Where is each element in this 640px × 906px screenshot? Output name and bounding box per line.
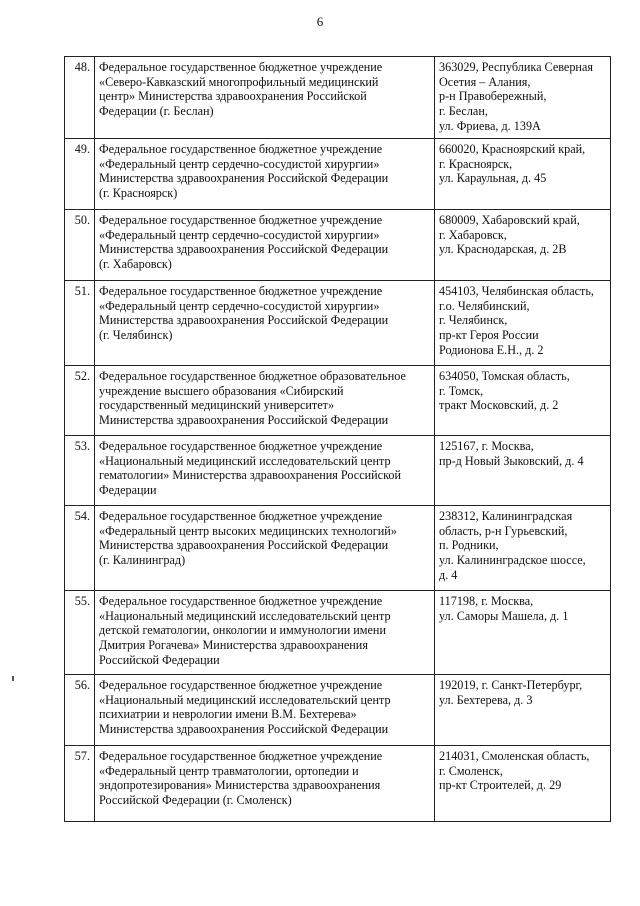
table-row	[65, 746, 611, 822]
institution-name: Федеральное государственное бюджетное учреждение «Федеральный центр сердечно-сосудистой хирургии» Министерства здравоохранения Российской Федерации (г. Хабаровск)	[95, 210, 435, 281]
page-number: 6	[316, 14, 324, 29]
row-number: 53.	[65, 436, 95, 506]
scan-mark	[12, 676, 14, 681]
table-row	[65, 57, 611, 139]
institution-address: 634050, Томская область, г. Томск, тракт Московский, д. 2	[435, 366, 611, 436]
table-row	[65, 506, 611, 591]
row-number: 52.	[65, 366, 95, 436]
institution-name: Федеральное государственное бюджетное учреждение «Национальный медицинский исследовательский центр психиатрии и неврологии имени В.М. Бехтерева» Министерства здравоохранения Российской Федерации	[95, 675, 435, 746]
row-number: 56.	[65, 675, 95, 746]
table-row	[65, 210, 611, 281]
institution-name: Федеральное государственное бюджетное учреждение «Северо-Кавказский многопрофильный медицинский центр» Министерства здравоохранения Российской Федерации (г. Беслан)	[95, 57, 435, 139]
institution-address: 125167, г. Москва, пр-д Новый Зыковский, д. 4	[435, 436, 611, 506]
institution-address: 363029, Республика Северная Осетия – Алания, р-н Правобережный, г. Беслан, ул. Фриева, д. 139А	[435, 57, 611, 139]
row-number: 57.	[65, 746, 95, 822]
table-row	[65, 591, 611, 675]
row-number: 51.	[65, 281, 95, 366]
table-row	[65, 436, 611, 506]
table-row	[65, 675, 611, 746]
institution-name: Федеральное государственное бюджетное учреждение «Федеральный центр высоких медицинских технологий» Министерства здравоохранения Российской Федерации (г. Калининград)	[95, 506, 435, 591]
institution-name: Федеральное государственное бюджетное учреждение «Федеральный центр травматологии, ортопедии и эндопротезирования» Министерства здравоохранения Российской Федерации (г. Смоленск)	[95, 746, 435, 822]
institution-name: Федеральное государственное бюджетное учреждение «Федеральный центр сердечно-сосудистой хирургии» Министерства здравоохранения Российской Федерации (г. Челябинск)	[95, 281, 435, 366]
institution-address: 238312, Калининградская область, р-н Гурьевский, п. Родники, ул. Калининградское шоссе, д. 4	[435, 506, 611, 591]
table-row	[65, 281, 611, 366]
institution-address: 660020, Красноярский край, г. Красноярск, ул. Караульная, д. 45	[435, 139, 611, 210]
institution-address: 680009, Хабаровский край, г. Хабаровск, ул. Краснодарская, д. 2В	[435, 210, 611, 281]
institution-name: Федеральное государственное бюджетное учреждение «Национальный медицинский исследовательский центр гематологии» Министерства здравоохранения Российской Федерации	[95, 436, 435, 506]
institution-address: 117198, г. Москва, ул. Саморы Машела, д. 1	[435, 591, 611, 675]
row-number: 54.	[65, 506, 95, 591]
table-row	[65, 139, 611, 210]
institution-address: 214031, Смоленская область, г. Смоленск, пр-кт Строителей, д. 29	[435, 746, 611, 822]
institution-address: 454103, Челябинская область, г.о. Челябинский, г. Челябинск, пр-кт Героя России Родионова Е.Н., д. 2	[435, 281, 611, 366]
row-number: 50.	[65, 210, 95, 281]
row-number: 48.	[65, 57, 95, 139]
institution-name: Федеральное государственное бюджетное образовательное учреждение высшего образования «Сибирский государственный медицинский университет» Министерства здравоохранения Российской Федерации	[95, 366, 435, 436]
row-number: 55.	[65, 591, 95, 675]
institution-address: 192019, г. Санкт-Петербург, ул. Бехтерева, д. 3	[435, 675, 611, 746]
institution-name: Федеральное государственное бюджетное учреждение «Федеральный центр сердечно-сосудистой хирургии» Министерства здравоохранения Российской Федерации (г. Красноярск)	[95, 139, 435, 210]
table-row	[65, 366, 611, 436]
institution-name: Федеральное государственное бюджетное учреждение «Национальный медицинский исследовательский центр детской гематологии, онкологии и иммунологии имени Дмитрия Рогачева» Министерства здравоохранения Российской Федерации	[95, 591, 435, 675]
row-number: 49.	[65, 139, 95, 210]
institutions-table	[64, 56, 611, 822]
